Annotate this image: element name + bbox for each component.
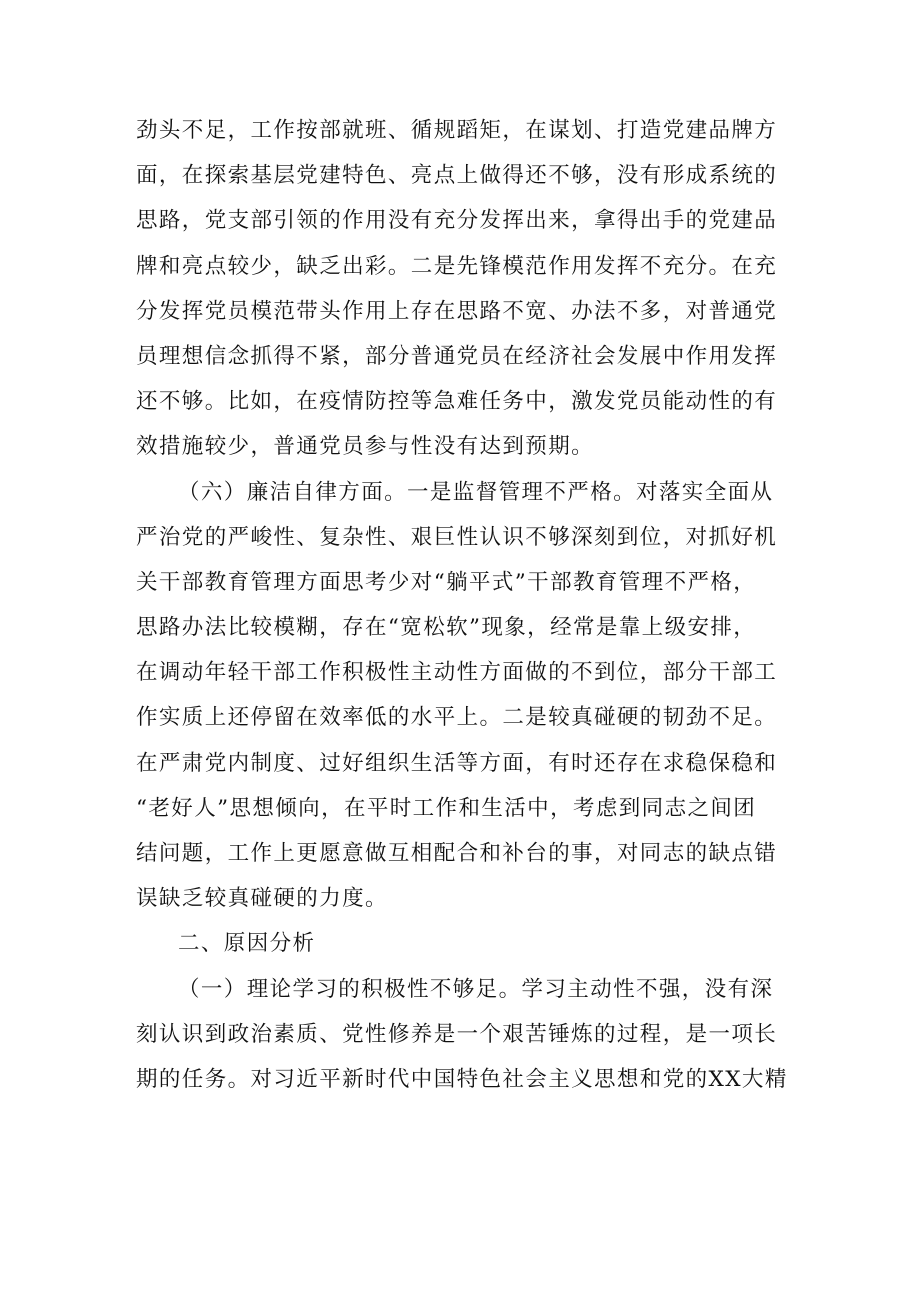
paragraph-start-line: （一）理论学习的积极性不够足。学习主动性不强，没有深 [178, 976, 774, 1002]
text-line: 还不够。比如，在疫情防控等急难任务中，激发党员能动性的有 [136, 389, 778, 415]
text-line: 思路，党支部引领的作用没有充分发挥出来，拿得出手的党建品 [136, 208, 778, 234]
text-line: 牌和亮点较少，缺乏出彩。二是先锋模范作用发挥不充分。在充 [136, 253, 778, 279]
text-line: 劲头不足，工作按部就班、循规蹈矩，在谋划、打造党建品牌方 [136, 118, 778, 143]
text-line: 在调动年轻干部工作积极性主动性方面做的不到位，部分干部工 [136, 660, 778, 686]
text-line: 刻认识到政治素质、党性修养是一个艰苦锤炼的过程，是一项长 [136, 1021, 778, 1047]
text-line: 作实质上还停留在效率低的水平上。二是较真碰硬的韧劲不足。 [136, 705, 778, 731]
text-line: 效措施较少，普通党员参与性没有达到预期。 [136, 434, 595, 460]
text-line: 关干部教育管理方面思考少对“躺平式”干部教育管理不严格， [136, 569, 757, 595]
text-line: 误缺乏较真碰硬的力度。 [136, 886, 388, 912]
text-line: 期的任务。对习近平新时代中国特色社会主义思想和党的XX大精 [136, 1066, 788, 1092]
text-line: 严治党的严峻性、复杂性、艰巨性认识不够深刻到位，对抓好机 [136, 524, 778, 550]
text-line: 结问题，工作上更愿意做互相配合和补台的事，对同志的缺点错 [136, 841, 778, 866]
text-line: 面，在探索基层党建特色、亮点上做得还不够，没有形成系统的 [136, 163, 778, 189]
text-line: 员理想信念抓得不紧，部分普通党员在经济社会发展中作用发挥 [136, 343, 778, 369]
text-line: 在严肃党内制度、过好组织生活等方面，有时还存在求稳保稳和 [136, 750, 778, 776]
document-body [136, 108, 796, 1102]
paragraph-start-line: （六）廉洁自律方面。一是监督管理不严格。对落实全面从 [178, 479, 774, 505]
text-line: “老好人”思想倾向，在平时工作和生活中，考虑到同志之间团 [136, 795, 757, 821]
section-heading: 二、原因分析 [178, 931, 316, 957]
text-line: 分发挥党员模范带头作用上存在思路不宽、办法不多，对普通党 [136, 298, 778, 324]
text-line: 思路办法比较模糊，存在“宽松软”现象，经常是靠上级安排， [136, 615, 757, 641]
